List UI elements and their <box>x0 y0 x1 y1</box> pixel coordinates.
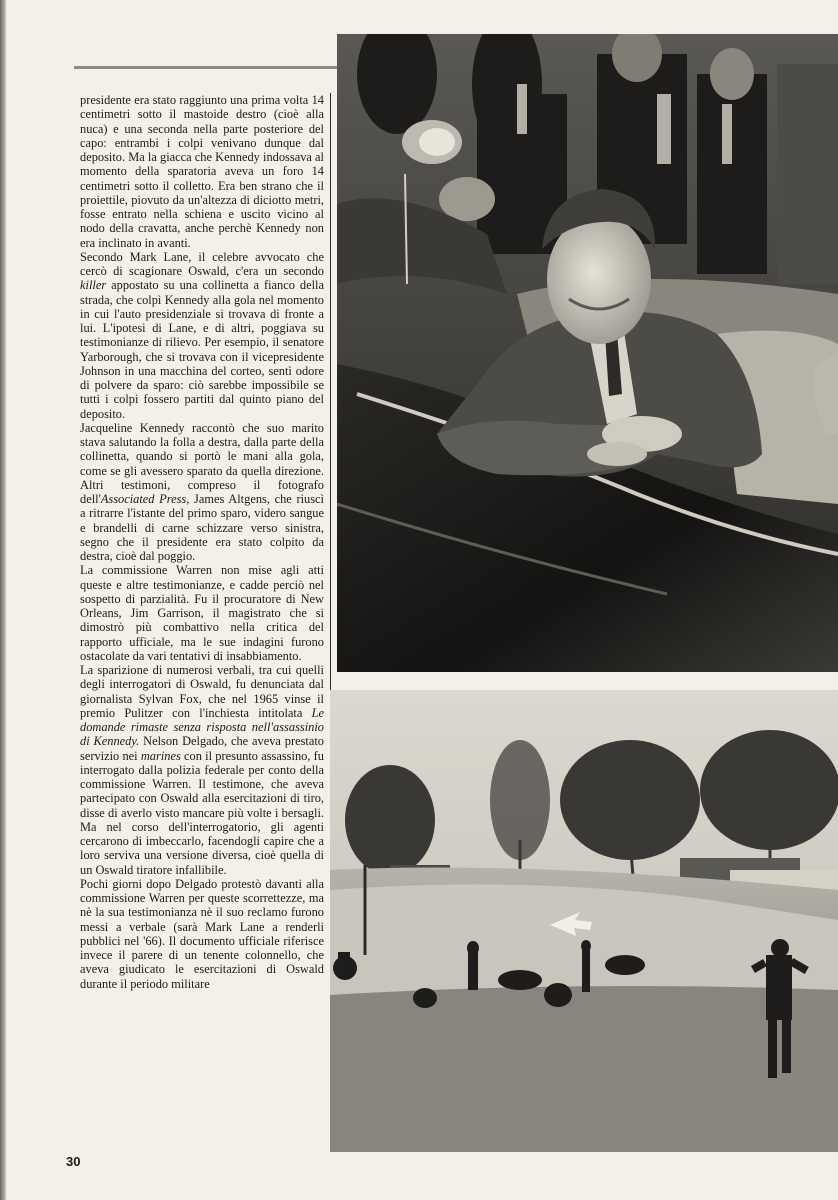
text-run: James Altgens, che riuscì a ritrarre l'istante del primo sparo, videro sangue e brandelli di carne schizzare verso sinistra, segno che il presidente era stato colpito da destra, cioè dal poggio. <box>80 492 324 563</box>
scan-binding-edge <box>0 0 7 1200</box>
kennedy-limousine-photo <box>337 34 838 672</box>
article-text-column <box>80 93 324 991</box>
article-paragraph <box>80 421 324 564</box>
page-number: 30 <box>66 1154 81 1169</box>
italic-run: Le domande rimaste senza risposta nell'assassinio di Kennedy. <box>80 705 324 749</box>
text-run: con il presunto assassino, fu interrogato dalla polizia federale per conto della commissione Warren. Il testimone, che aveva partecipato con Oswald alla esercitazioni di tiro, disse di averlo visto mancare più volte i bersagli. Ma nel corso dell'interrogatorio, gli agenti cercarono di imbeccarlo, facendogli capire che a loro serviva una versione diversa, cioè quella di un Oswald tiratore infallibile. <box>80 748 324 877</box>
text-run: appostato su una collinetta a fianco della strada, che colpì Kennedy alla gola nel momento in cui l'auto presidenziale si trovava di fronte a lui. L'ipotesi di Lane, e di altri, poggiava su testimonianze di rilievo. Per esempio, il senatore Yarborough, che si trovava con il vicepresidente Johnson in una macchina del corteo, sentì odore di polvere da sparo: ciò sarebbe impossibile se tutti i colpi fossero partiti dal quinto piano del deposito. <box>80 278 324 421</box>
text-run: La commissione Warren non mise agli atti queste e altre testimonianze, e cadde perciò nel sospetto di parzialità. Fu il procuratore di New Orleans, Jim Garrison, il magistrato che si dimostrò più combattivo nella critica del rapporto ufficiale, ma le sue indagini furono ostacolate da vari tentativi di insabbiamento. <box>80 563 324 663</box>
header-rule <box>74 66 342 69</box>
dealey-plaza-photo <box>330 690 838 1152</box>
article-paragraph <box>80 663 324 877</box>
text-run: Nelson Delgado, che aveva prestato servizio nei <box>80 734 324 763</box>
text-run: La sparizione di numerosi verbali, tra cui quelli degli interrogatori di Oswald, fu denunciata dal giornalista Sylvan Fox, che nel 1965 vinse il premio Pulitzer con l'inchiesta intitolata <box>80 663 324 720</box>
text-run: Pochi giorni dopo Delgado protestò davanti alla commissione Warren per queste scorrettezze, ma nè la sua testimonianza nè il suo reclamo furono messi a verbale (sarà Mark Lane a renderli pubblici nel '66). Il documento ufficiale riferisce invece il parere di un tenente colonnello, che aveva giudicato le esercitazioni di Oswald durante il periodo militare <box>80 876 324 991</box>
article-paragraph <box>80 93 324 250</box>
article-paragraph <box>80 563 324 663</box>
text-run: presidente era stato raggiunto una prima volta 14 centimetri sotto il mastoide destro (cioè alla nuca) e una seconda nella parte posteriore del capo: entrambi i colpi venivano dunque dal deposito. Ma la giacca che Kennedy indossava al momento della sparatoria aveva un foro 14 centimetri sotto il colletto. Era ben strano che il proiettile, piovuto da un'altezza di diciotto metri, fosse entrato nella schiena e uscito vicino al nodo della cravatta, anche perchè Kennedy non era inclinato in avanti. <box>80 93 324 250</box>
text-run: Secondo Mark Lane, il celebre avvocato che cercò di scagionare Oswald, c'era un secondo <box>80 249 324 278</box>
italic-run: Associated Press, <box>100 492 190 506</box>
italic-run: marines <box>140 748 181 763</box>
article-paragraph <box>80 250 324 421</box>
text-run: Jacqueline Kennedy raccontò che suo marito stava salutando la folla a destra, dalla parte della collinetta, quando si portò le mani alla gola, come se gli avessero sparato da quella direzione. Altri testimoni, compreso il fotografo dell' <box>80 420 324 506</box>
article-paragraph <box>80 877 324 991</box>
italic-run: killer <box>80 278 107 293</box>
